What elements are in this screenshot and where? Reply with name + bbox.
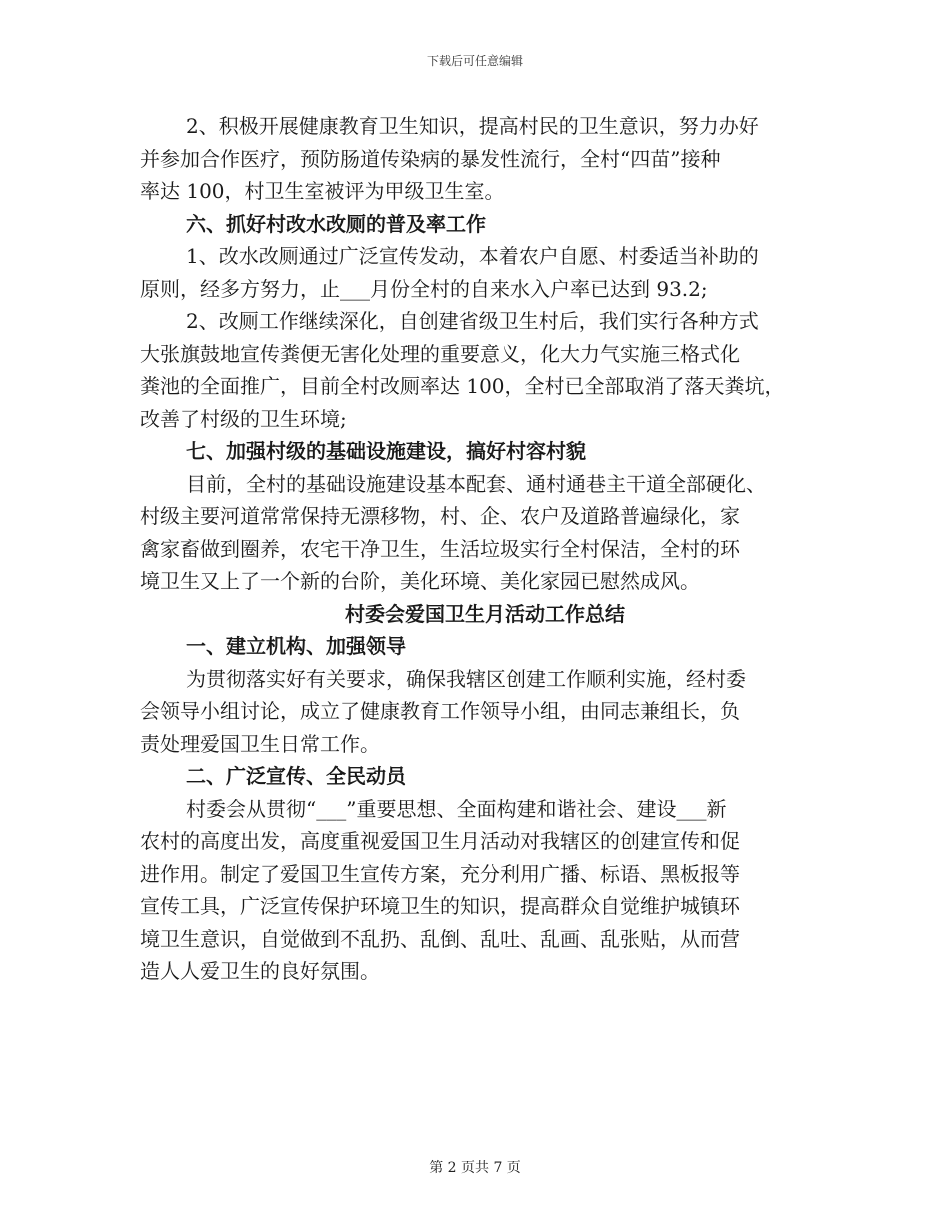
- text-line: 进作用。制定了爱国卫生宣传方案，充分利用广播、标语、黑板报等: [140, 861, 740, 886]
- text-line: 粪池的全面推广，目前全村改厕率达 100，全村已全部取消了落天粪坑，: [140, 374, 785, 398]
- text-line: 造人人爱卫生的良好氛围。: [140, 959, 380, 983]
- text-line: 农村的高度出发，高度重视爱国卫生月活动对我辖区的创建宣传和促: [140, 829, 740, 853]
- section-heading: 六、抓好村改水改厕的普及率工作: [186, 211, 486, 236]
- text-line: 目前，全村的基础设施建设基本配套、通村通巷主干道全部硬化、: [186, 471, 766, 496]
- text-line: 大张旗鼓地宣传粪便无害化处理的重要意义，化大力气实施三格式化: [140, 341, 740, 366]
- text-line: 村级主要河道常常保持无漂移物，村、企、农户及道路普遍绿化，家: [140, 504, 740, 528]
- document-body: [140, 110, 830, 988]
- text-line: 境卫生意识，自觉做到不乱扔、乱倒、乱吐、乱画、乱张贴，从而营: [140, 926, 740, 951]
- text-line: 并参加合作医疗，预防肠道传染病的暴发性流行，全村“四苗”接种: [140, 146, 721, 171]
- text-line: 率达 100，村卫生室被评为甲级卫生室。: [140, 179, 505, 203]
- page-footer: 第 2 页共 7 页: [429, 1160, 521, 1176]
- text-line: 禽家畜做到圈养，农宅干净卫生，生活垃圾实行全村保洁，全村的环: [140, 536, 740, 561]
- text-line: 2、积极开展健康教育卫生知识，提高村民的卫生意识，努力办好: [186, 114, 759, 138]
- section-heading: 一、建立机构、加强领导: [186, 634, 406, 658]
- text-line: 2、改厕工作继续深化，自创建省级卫生村后，我们实行各种方式: [186, 309, 759, 333]
- text-line: 宣传工具，广泛宣传保护环境卫生的知识，提高群众自觉维护城镇环: [140, 894, 740, 918]
- text-line: 1、改水改厕通过广泛宣传发动，本着农户自愿、村委适当补助的: [186, 244, 759, 268]
- text-line: 境卫生又上了一个新的台阶，美化环境、美化家园已慰然成风。: [140, 569, 700, 593]
- text-line: 为贯彻落实好有关要求，确保我辖区创建工作顺利实施，经村委: [186, 666, 746, 691]
- text-line: 责处理爱国卫生日常工作。: [140, 731, 380, 756]
- text-line: 会领导小组讨论，成立了健康教育工作领导小组，由同志兼组长，负: [140, 699, 740, 723]
- text-line: 改善了村级的卫生环境;: [140, 406, 347, 431]
- section-heading: 村委会爱国卫生月活动工作总结: [345, 601, 625, 626]
- page-header: 下载后可任意编辑: [426, 54, 523, 68]
- text-line: 原则，经多方努力，止___月份全村的自来水入户率已达到 93.2;: [140, 276, 708, 301]
- text-line: 村委会从贯彻“___”重要思想、全面构建和谐社会、建设___新: [186, 796, 727, 821]
- section-heading: 二、广泛宣传、全民动员: [186, 764, 406, 788]
- section-heading: 七、加强村级的基础设施建设，搞好村容村貌: [186, 439, 586, 463]
